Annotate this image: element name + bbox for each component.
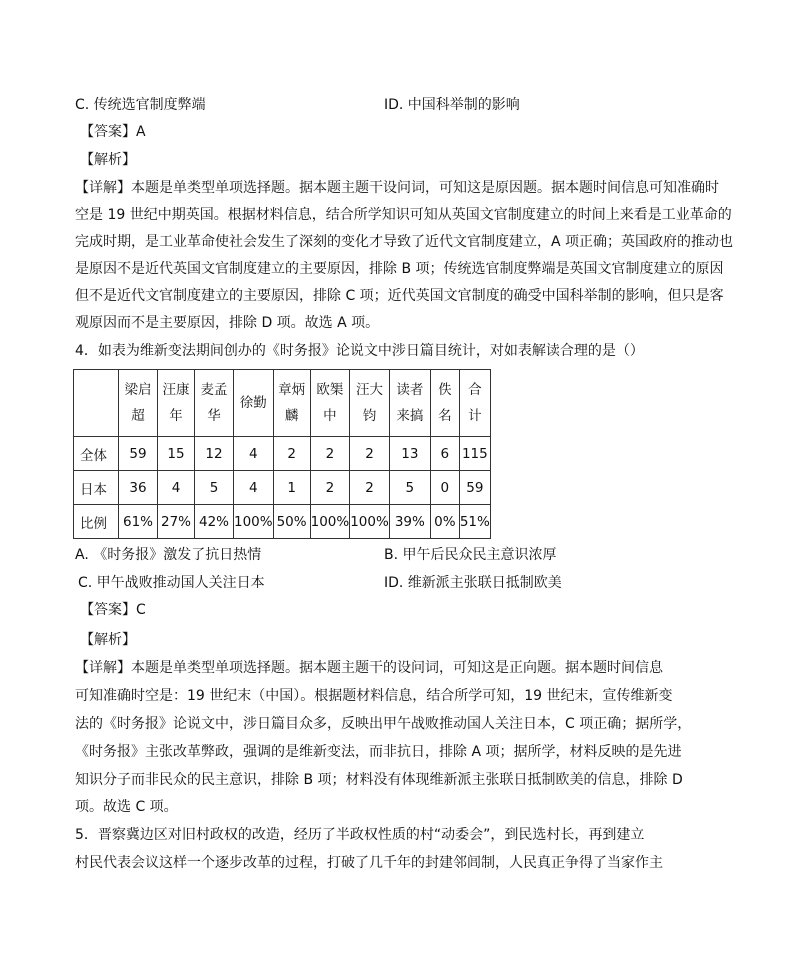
table-cell: 1 <box>273 471 310 505</box>
table-cell: 0 <box>430 471 459 505</box>
table-cell: 50% <box>273 505 310 539</box>
table-header-cell: 汪康 年 <box>158 370 195 437</box>
q4-detail-line: 《时务报》主张改革弊政，强调的是维新变法，而非抗日，排除 A 项；据所学，材料反映的是先进 <box>75 744 682 760</box>
table-cell: 5 <box>389 471 430 505</box>
table-cell: 2 <box>350 437 390 471</box>
q4-option-c: C. 甲午战败推动国人关注日本 <box>78 575 265 591</box>
table-cell: 27% <box>158 505 195 539</box>
table-cell: 12 <box>195 437 234 471</box>
table-cell: 2 <box>350 471 390 505</box>
statistics-table <box>73 369 491 539</box>
q3-detail-line: 但不是近代文官制度建立的主要原因，排除 C 项；近代英国文官制度的确受中国科举制的影响，但只是客 <box>75 288 724 304</box>
q4-option-d: ID. 维新派主张联日抵制欧美 <box>384 575 562 591</box>
q4-detail-line: 【详解】本题是单类型单项选择题。据本题主题干的设问词，可知这是正向题。据本题时间信息 <box>75 660 663 676</box>
table-cell: 4 <box>234 471 274 505</box>
table-cell: 36 <box>119 471 158 505</box>
table-cell: 51% <box>459 505 490 539</box>
table-header-cell <box>74 370 119 437</box>
table-cell: 61% <box>119 505 158 539</box>
table-cell: 4 <box>234 437 274 471</box>
table-cell: 13 <box>389 437 430 471</box>
q3-detail-line: 是原因不是近代英国文官制度建立的主要原因，排除 B 项；传统选官制度弊端是英国文官制度建立的原因 <box>75 261 724 277</box>
table-row <box>74 471 491 505</box>
q4-stem: 4．如表为维新变法期间创办的《时务报》论说文中涉日篇目统计，对如表解读合理的是（） <box>75 343 644 359</box>
q4-detail-line: 知识分子而非民众的民主意识，排除 B 项；材料没有体现维新派主张联日抵制欧美的信息，排除 D <box>75 772 683 788</box>
q4-answer: 【答案】C <box>80 602 146 618</box>
table-cell: 100% <box>350 505 390 539</box>
table-header-cell: 章炳 麟 <box>273 370 310 437</box>
table-header-cell: 徐勤 <box>234 370 274 437</box>
q4-option-a: A. 《时务报》激发了抗日热情 <box>75 547 262 563</box>
table-row-label: 全体 <box>74 437 119 471</box>
q3-option-c: C. 传统选官制度弊端 <box>75 97 206 113</box>
q3-option-d: ID. 中国科举制的影响 <box>384 97 520 113</box>
table-header-cell: 合 计 <box>459 370 490 437</box>
q4-option-b: B. 甲午后民众民主意识浓厚 <box>384 547 557 563</box>
table-cell: 39% <box>389 505 430 539</box>
table-header-cell: 梁启 超 <box>119 370 158 437</box>
table-row-label: 日本 <box>74 471 119 505</box>
table-cell: 5 <box>195 471 234 505</box>
q4-analysis-label: 【解析】 <box>80 632 136 648</box>
table-row-label: 比例 <box>74 505 119 539</box>
table-header-row <box>74 370 491 437</box>
q5-stem-line: 村民代表会议这样一个逐步改革的过程，打破了几千年的封建邻闾制，人民真正争得了当家作主 <box>75 855 663 871</box>
table-cell: 42% <box>195 505 234 539</box>
table-header-cell: 读者 来搞 <box>389 370 430 437</box>
table-cell: 100% <box>310 505 350 539</box>
table-cell: 59 <box>459 471 490 505</box>
table-cell: 0% <box>430 505 459 539</box>
q4-detail-line: 可知准确时空是：19 世纪末（中国）。根据题材料信息，结合所学可知，19 世纪末，宣传维新变 <box>75 688 673 704</box>
q3-detail-line: 【详解】本题是单类型单项选择题。据本题主题干设问词，可知这是原因题。据本题时间信息可知准确时 <box>75 180 719 196</box>
table-cell: 2 <box>273 437 310 471</box>
table-cell: 100% <box>234 505 274 539</box>
table-row <box>74 505 491 539</box>
table-header-cell: 麦孟 华 <box>195 370 234 437</box>
table-cell: 2 <box>310 471 350 505</box>
table-cell: 4 <box>158 471 195 505</box>
table-row <box>74 437 491 471</box>
q4-detail-line: 法的《时务报》论说文中，涉日篇目众多，反映出甲午战败推动国人关注日本，C 项正确；据所学， <box>75 716 692 732</box>
q3-answer: 【答案】A <box>80 124 146 140</box>
table-cell: 6 <box>430 437 459 471</box>
q3-detail-line: 空是 19 世纪中期英国。根据材料信息，结合所学知识可知从英国文官制度建立的时间上来看是工业革命的 <box>75 207 732 223</box>
table-cell: 15 <box>158 437 195 471</box>
q3-analysis-label: 【解析】 <box>80 152 136 168</box>
q3-detail-line: 观原因而不是主要原因，排除 D 项。故选 A 项。 <box>75 315 380 331</box>
table-cell: 2 <box>310 437 350 471</box>
q5-stem-line: 5．晋察冀边区对旧村政权的改造，经历了半政权性质的村“动委会”，到民选村长，再到建立 <box>75 827 645 843</box>
q4-detail-line: 项。故选 C 项。 <box>75 799 178 815</box>
table-cell: 115 <box>459 437 490 471</box>
q3-detail-line: 完成时期，是工业革命使社会发生了深刻的变化才导致了近代文官制度建立，A 项正确；英国政府的推动也 <box>75 234 734 250</box>
table-header-cell: 汪大 钧 <box>350 370 390 437</box>
table-header-cell: 欧榘 中 <box>310 370 350 437</box>
table-cell: 59 <box>119 437 158 471</box>
table-header-cell: 佚 名 <box>430 370 459 437</box>
